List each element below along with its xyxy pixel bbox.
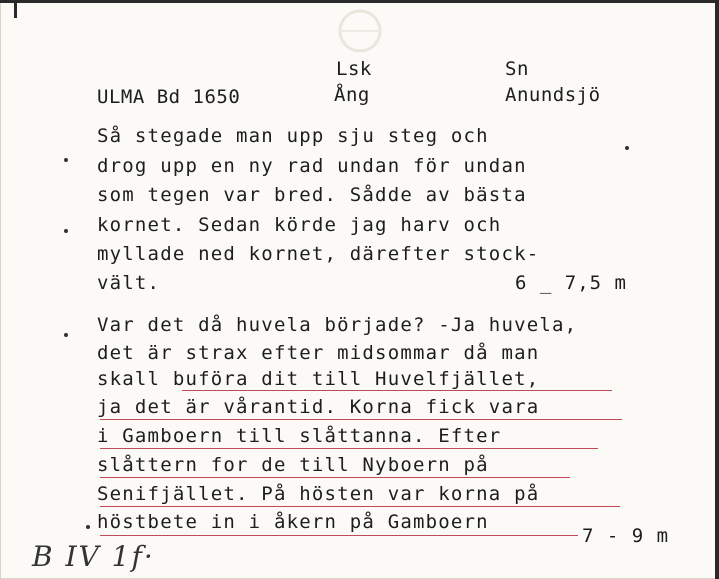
paragraph1-line: drog upp en ny rad undan för undan [97,155,527,177]
paragraph2-line: Senifjället. På hösten var korna på [97,483,540,505]
red-underline [182,390,612,391]
stray-dot [86,525,90,529]
stray-dot [64,158,68,162]
card-right-edge [715,0,719,579]
paragraph1-line: kornet. Sedan körde jag harv och [97,214,502,236]
paragraph2-measure: 7 - 9 m [582,525,670,547]
socken-value: Anundsjö [505,84,601,106]
red-underline [100,477,570,478]
paragraph1-line: myllade ned kornet, därefter stock- [97,243,540,265]
red-underline [100,535,578,536]
paragraph1-line: Så stegade man upp sju steg och [97,125,489,147]
paragraph2-line: skall buföra dit till Huvelfjället, [97,368,540,390]
paragraph2-line: Var det då huvela började? -Ja huvela, [97,314,578,336]
stray-dot [64,333,68,337]
faint-stamp-watermark [320,6,400,56]
red-underline [100,448,598,449]
handwritten-classification: B IV 1f· [32,540,155,573]
stray-dot [625,146,629,150]
paragraph2-line: höstbete in i åkern på Gamboern [97,511,489,533]
red-underline [100,419,622,420]
socken-label: Sn [505,58,529,80]
corner-mark [14,0,17,18]
paragraph1-line: vält. [97,272,161,294]
paragraph1-measure: 6 _ 7,5 m [515,272,627,294]
paragraph2-line: slåttern for de till Nyboern på [97,454,489,476]
archive-reference: ULMA Bd 1650 [97,86,241,108]
landskap-label: Lsk [336,58,372,80]
stray-dot [64,229,68,233]
card-top-edge [0,0,719,3]
paragraph2-line: ja det är vårantid. Korna fick vara [97,396,540,418]
landskap-value: Ång [334,84,370,106]
paragraph2-line: det är strax efter midsommar då man [97,342,540,364]
red-underline [100,506,620,507]
paragraph1-line: som tegen var bred. Sådde av bästa [97,184,527,206]
paragraph2-line: i Gamboern till slåttanna. Efter [97,425,502,447]
